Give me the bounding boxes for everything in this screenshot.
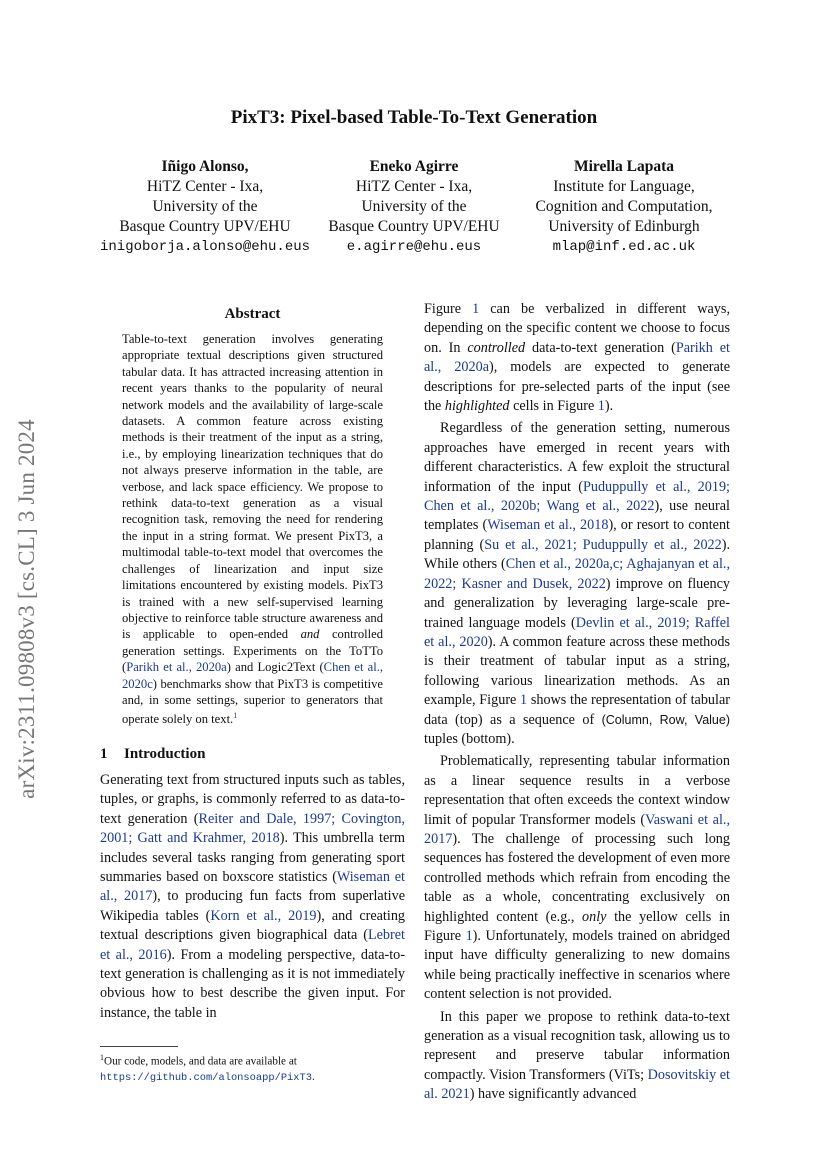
author-email: e.agirre@ehu.eus xyxy=(346,239,482,255)
author-name: Iñigo Alonso, xyxy=(161,158,249,175)
footnote-text: Our code, models, and data are available at xyxy=(104,1055,297,1068)
body-paragraph xyxy=(424,419,730,749)
figure-ref-link[interactable]: 1 xyxy=(465,928,473,944)
citation-link[interactable]: Korn et al., 2019 xyxy=(210,907,317,924)
body-text: cells in Figure xyxy=(509,398,598,415)
emphasis-text: highlighted xyxy=(444,398,510,415)
right-column xyxy=(424,300,730,1105)
author-block-1 xyxy=(100,157,310,257)
body-text: Generating text from structured inputs such as tables, tuples, or graphs, is commonly referred to as data-to-text generation ( xyxy=(100,771,405,827)
body-text: ), or resort to content planning ( xyxy=(424,517,730,553)
arxiv-identifier-margin xyxy=(6,378,48,840)
body-text: Problematically, representing tabular information as a linear sequence results in a verbose representation that often exceeds the context window limit of popular Transformer models ( xyxy=(424,753,730,828)
body-text: ). From a modeling perspective, data-to-text generation is challenging as it is not immediately obvious how to best describe the given input. For instance, the table in xyxy=(100,946,405,1021)
citation-link[interactable]: Chen et al., 2020c xyxy=(122,660,384,691)
body-text: In this paper we propose to rethink data-to-text generation as a visual recognition task, allowing us to represent and preserve tabular information compactly. Vision Transformers (ViTs; xyxy=(424,1008,730,1083)
citation-link[interactable]: Wiseman et al., 2017 xyxy=(100,868,406,905)
author-affiliation: University of the xyxy=(152,198,258,215)
citation-link[interactable]: Chen et al., 2020a,c; Aghajanyan et al., 2022; Kasner and Dusek, 2022 xyxy=(424,556,730,592)
abstract-body xyxy=(122,331,383,728)
author-affiliation: Basque Country UPV/EHU xyxy=(328,218,500,235)
author-affiliation: Cognition and Computation, xyxy=(535,198,713,215)
citation-link[interactable]: Su et al., 2021; Puduppully et al., 2022 xyxy=(484,536,722,553)
author-block-3 xyxy=(518,157,730,257)
citation-link[interactable]: Puduppully et al., 2019; Chen et al., 2020b; Wang et al., 2022 xyxy=(424,478,730,515)
abstract-emphasis: and xyxy=(300,627,320,642)
citation-link[interactable]: Vaswani et al., 2017 xyxy=(424,811,730,847)
abstract-text: ) and Logic2Text ( xyxy=(226,660,324,675)
section-heading xyxy=(100,746,405,763)
citation-link[interactable]: Parikh et al., 2020a xyxy=(424,339,730,376)
figure-ref-link[interactable]: 1 xyxy=(472,301,480,317)
citation-link[interactable]: Wiseman et al., 2018 xyxy=(487,517,609,534)
author-affiliation: University of Edinburgh xyxy=(548,218,700,235)
body-text: ), and creating textual descriptions given biographical data ( xyxy=(100,907,406,944)
body-paragraph xyxy=(424,752,730,1004)
author-affiliation: Basque Country UPV/EHU xyxy=(119,218,291,235)
body-text: Regardless of the generation setting, numerous approaches have emerged in recent years with different characteristics. A few exploit the structural information of the input ( xyxy=(424,420,730,495)
body-text: tuples (bottom). xyxy=(424,730,515,747)
body-text: shows the representation of tabular data (top) as a sequence of xyxy=(424,692,730,728)
figure-ref-link[interactable]: 1 xyxy=(597,398,605,415)
section-number: 1 xyxy=(100,745,108,762)
body-text: the yellow cells in Figure xyxy=(424,908,730,944)
author-block-2 xyxy=(314,157,514,257)
body-text: Figure xyxy=(424,301,473,317)
body-text: ). The challenge of processing such long sequences has fostered the development of even more controlled methods which refrain from encoding the table as a whole, concentrating exclusively on highlighted content (e.g., xyxy=(424,830,730,925)
section-title: Introduction xyxy=(124,745,206,762)
tuple-format-text: (Column, Row, Value) xyxy=(601,712,730,727)
abstract-heading: Abstract xyxy=(224,306,281,322)
body-text: ). Unfortunately, models trained on abridged input have difficulty generalizing to new domains while being practically ineffective in scenarios where content selection is not provided. xyxy=(424,928,730,1003)
body-paragraph xyxy=(424,300,730,416)
author-name: Mirella Lapata xyxy=(573,158,675,175)
author-affiliation: Institute for Language, xyxy=(553,178,695,195)
body-text: can be verbalized in different ways, depending on the specific content we choose to focus on. In xyxy=(424,301,731,356)
footnote-mark[interactable]: 1 xyxy=(233,711,238,721)
author-affiliation: HiTZ Center - Ixa, xyxy=(355,178,473,195)
author-name: Eneko Agirre xyxy=(369,158,459,175)
body-text: ). This umbrella term includes several tasks ranging from generating sport summaries based on boxscore statistics ( xyxy=(100,830,405,885)
citation-link[interactable]: Parikh et al., 2020a xyxy=(126,660,227,675)
body-text: ), to producing fun facts from superlative Wikipedia tables ( xyxy=(100,888,405,924)
author-email: mlap@inf.ed.ac.uk xyxy=(552,239,696,255)
body-text: ). xyxy=(604,398,614,415)
abstract-text: ) benchmarks show that PixT3 is competitive and, in some settings, superior to generators that operate solely on text. xyxy=(122,676,383,727)
citation-link[interactable]: Dosovitskiy et al. 2021 xyxy=(424,1066,731,1103)
body-text: ) improve on fluency and generalization by leveraging large-scale pre-trained language models ( xyxy=(424,575,731,631)
footnote-text: . xyxy=(312,1070,315,1083)
author-affiliation: University of the xyxy=(361,198,467,215)
footnote-number: 1 xyxy=(100,1053,104,1062)
intro-paragraph xyxy=(100,771,405,1023)
code-url-link[interactable]: https://github.com/alonsoapp/PixT3 xyxy=(100,1071,313,1084)
paper-title: PixT3: Pixel-based Table-To-Text Generation xyxy=(230,107,598,128)
figure-ref-link[interactable]: 1 xyxy=(520,692,528,709)
author-affiliation: HiTZ Center - Ixa, xyxy=(146,178,264,195)
citation-link[interactable]: Devlin et al., 2019; Raffel et al., 2020 xyxy=(424,614,730,650)
body-text: ), models are expected to generate descriptions for pre-selected parts of the input (see the xyxy=(424,359,730,415)
emphasis-text: controlled xyxy=(467,339,526,356)
citation-link[interactable]: Lebret et al., 2016 xyxy=(100,927,405,963)
abstract-text: controlled generation settings. Experiments on the ToTTo ( xyxy=(122,627,383,675)
body-paragraph xyxy=(424,1008,730,1105)
left-column xyxy=(100,306,405,1023)
citation-link[interactable]: Reiter and Dale, 1997; Covington, 2001; Gatt and Krahmer, 2018 xyxy=(100,810,405,847)
body-text: data-to-text generation ( xyxy=(525,339,676,356)
footnote-divider xyxy=(100,1046,178,1047)
body-text: ). While others ( xyxy=(424,536,731,573)
arxiv-id-text: arXiv:2311.09808v3 [cs.CL] 3 Jun 2024 xyxy=(14,419,39,799)
author-email: inigoborja.alonso@ehu.eus xyxy=(100,239,311,255)
emphasis-text: only xyxy=(582,908,607,925)
abstract-text: Table-to-text generation involves generating appropriate textual descriptions given structured tabular data. It has attracted increasing attention in recent years thanks to the popularity of neural network models and the availability of large-scale datasets. A common feature across existing methods is their treatment of the input as a string, i.e., by employing linearization techniques that do not always preserve information in the table, are verbose, and lack space efficiency. We propose to rethink data-to-text generation as a visual recognition task, removing the need for rendering the input in a string format. We present PixT3, a multimodal table-to-text model that overcomes the challenges of linearization and input size limitations encountered by existing models. PixT3 is trained with a new self-supervised learning objective to reinforce table structure awareness and is applicable to open-ended xyxy=(122,332,383,642)
footnote xyxy=(100,1050,410,1086)
body-text: ) have significantly advanced xyxy=(469,1086,637,1103)
body-text: ). A common feature across these methods is their treatment of tabular input as a string, following various linearization methods. As an example, Figure xyxy=(424,633,730,709)
body-text: ), use neural templates ( xyxy=(424,498,730,534)
